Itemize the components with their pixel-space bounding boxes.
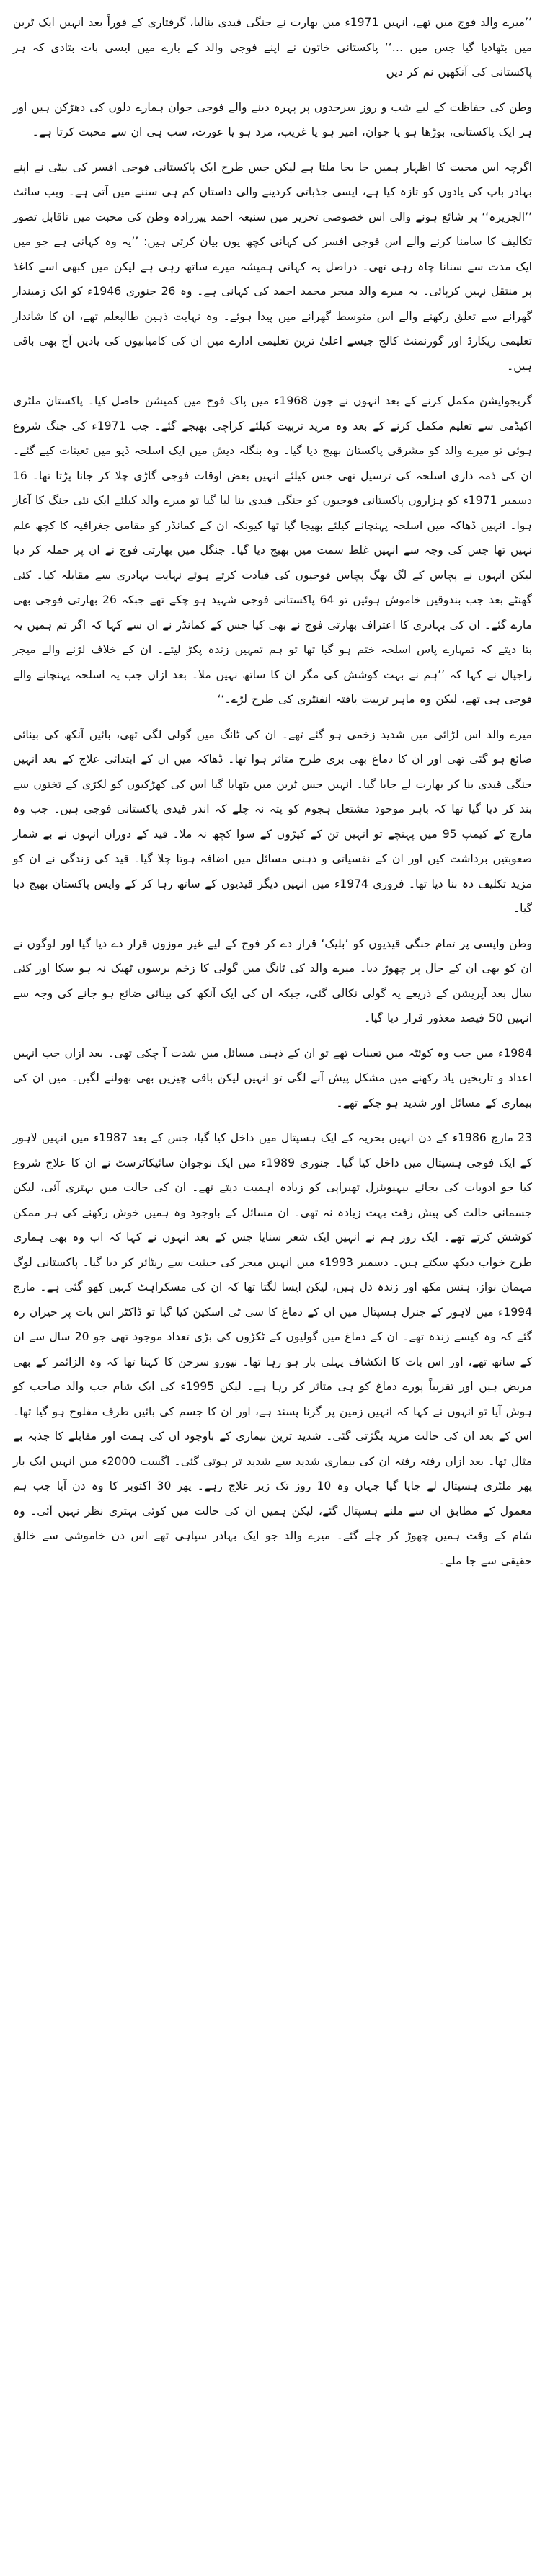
article-paragraph: وطن واپسی پر تمام جنگی قیدیوں کو ’بلیک‘ قرار دے کر فوج کے لیے غیر موزوں قرار دے دیا گیا اور لوگوں نے ان کو بھی ان کے حال پر چھوڑ دیا۔ میرے والد کی ٹانگ میں گولی کا زخم برسوں ٹھیک نہ ہو سکا اور کئی سال بعد آپریشن کے ذریعے یہ گولی نکالی گئی، جبکہ ان کی ایک آنکھ کی بینائی ضائع ہو جانے کی وجہ سے انہیں 50 فیصد معذور قرار دیا گیا۔ [13, 937, 532, 1024]
article-headline-paragraph: ’’میرے والد فوج میں تھے، انہیں 1971ء میں بھارت نے جنگی قیدی بنالیا، گرفتاری کے فوراً بعد انہیں ایک ٹرین میں بٹھادیا گیا جس میں …‘‘ پاکستانی خاتون نے اپنے فوجی والد کے بارے میں ایسی بات بتادی کہ ہر پاکستانی کی آنکھیں نم کر دیں [13, 16, 532, 79]
article-paragraph: اگرچہ اس محبت کا اظہار ہمیں جا بجا ملتا ہے لیکن جس طرح ایک پاکستانی فوجی افسر کی بیٹی نے اپنے بہادر باپ کی یادوں کو تازہ کیا ہے، ایسی جذباتی کردینے والی داستان کم ہی سننے میں آتی ہے۔ ویب سائٹ ’’الجزیرہ‘‘ پر شائع ہونے والی اس خصوصی تحریر میں سنیعہ احمد پیرزادہ وطن کی محبت میں ناقابل تصور تکالیف کا سامنا کرنے والے اس فوجی افسر کی کہانی کچھ یوں بیان کرتی ہیں: ’’یہ وہ کہانی ہے جو میں ایک مدت سے سنانا چاہ رہی تھی۔ دراصل یہ کہانی ہمیشہ میرے ساتھ رہی ہے لیکن میں کبھی اسے کاغذ پر منتقل نہیں کرپائی۔ یہ میرے والد میجر محمد احمد کی کہانی ہے۔ وہ 26 جنوری 1946ء کو ایک زمیندار گھرانے سے تعلق رکھنے والے اس متوسط گھرانے میں پیدا ہوئے۔ وہ نہایت ذہین طالبعلم تھے، ان کا شاندار تعلیمی ریکارڈ اور گورنمنٹ کالج جیسے اعلیٰ ترین تعلیمی ادارے میں ان کی کامیابیوں کی یادیں آج بھی باقی ہیں۔ [13, 160, 532, 373]
article-paragraph: گریجوایشن مکمل کرنے کے بعد انہوں نے جون 1968ء میں پاک فوج میں کمیشن حاصل کیا۔ پاکستان ملٹری اکیڈمی سے تعلیم مکمل کرنے کے بعد وہ مزید تربیت کیلئے کراچی بھیجے گئے۔ جب 1971ء کی جنگ شروع ہوئی تو میرے والد کو مشرقی پاکستان بھیج دیا گیا۔ وہ بنگلہ دیش میں ایک اسلحہ ڈپو میں تعینات کیے گئے۔ ان کی ذمہ داری اسلحہ کی ترسیل تھی جس کیلئے انہیں بعض اوقات فوجی گاڑی چلا کر جانا پڑتا تھا۔ 16 دسمبر 1971ء کو ہزاروں پاکستانی فوجیوں کو جنگی قیدی بنا لیا گیا تو میرے والد کیلئے ایک نئی جنگ کا آغاز ہوا۔ انہیں ڈھاکہ میں اسلحہ پہنچانے کیلئے بھیجا گیا تھا کیونکہ ان کے کمانڈر کو مقامی جغرافیہ کا کچھ علم نہیں تھا جس کی وجہ سے انہیں غلط سمت میں بھیج دیا گیا۔ جنگل میں بھارتی فوج نے ان پر حملہ کر دیا لیکن انہوں نے پچاس کے لگ بھگ پچاس فوجیوں کی قیادت کرتے ہوئے نہایت بہادری سے مقابلہ کیا۔ کئی گھنٹے بعد جب بندوقیں خاموش ہوئیں تو 64 پاکستانی فوجی شہید ہو چکے تھے جبکہ 26 بھارتی فوجی بھی مارے گئے۔ ان کی بہادری کا اعتراف بھارتی فوج نے بھی کیا جس کے کمانڈر نے ان سے کہا کہ اگر تم ہمیں یہ بتا دیتے کہ تمہارے پاس اسلحہ ختم ہو گیا تھا تو ہم تمہیں زندہ پکڑ لیتے۔ ان کے خلاف لڑنے والے میجر راجپال نے کہا کہ ’’ہم نے بہت کوشش کی مگر ان کا ساتھ نہیں ملا۔ بعد ازاں جب یہ اسلحہ پہنچانے والے فوجی ہی تھے، لیکن وہ ماہر تربیت یافتہ انفنٹری کی طرح لڑے۔‘‘ [13, 394, 533, 706]
article-paragraph: 1984ء میں جب وہ کوئٹہ میں تعینات تھے تو ان کے ذہنی مسائل میں شدت آ چکی تھی۔ بعد ازاں جب انہیں اعداد و تاریخیں یاد رکھنے میں مشکل پیش آنے لگی تو انہیں لیکن باقی چیزیں بھی بھولنے لگیں۔ میں ان کی بیماری کے مسائل اور شدید ہو چکے تھے۔ [13, 1046, 532, 1110]
article-paragraph: میرے والد اس لڑائی میں شدید زخمی ہو گئے تھے۔ ان کی ٹانگ میں گولی لگی تھی، بائیں آنکھ کی بینائی ضائع ہو گئی تھی اور ان کا دماغ بھی بری طرح متاثر ہوا تھا۔ ڈھاکہ میں ان کے ابتدائی علاج کے بعد انہیں جنگی قیدی بنا کر بھارت لے جایا گیا۔ انہیں جس ٹرین میں بٹھایا گیا اس کی کھڑکیوں کو لکڑی کے تختوں سے بند کر دیا گیا تھا کہ باہر موجود مشتعل ہجوم کو پتہ نہ چلے کہ اندر قیدی پاکستانی فوجی ہیں۔ جب وہ مارچ کے کیمپ 95 میں پہنچے تو انہیں تن کے کپڑوں کے سوا کچھ نہ ملا۔ قید کے دوران انہوں نے بے شمار صعوبتیں برداشت کیں اور ان کے نفسیاتی و ذہنی مسائل میں اضافہ ہوتا چلا گیا۔ قید کی زندگی نے ان کو مزید تکلیف دہ بنا دیا تھا۔ فروری 1974ء میں انہیں دیگر قیدیوں کے ساتھ رہا کر کے واپس پاکستان بھیج دیا گیا۔ [13, 727, 533, 915]
article-paragraph: 23 مارچ 1986ء کے دن انہیں بحریہ کے ایک ہسپتال میں داخل کیا گیا، جس کے بعد 1987ء میں انہیں لاہور کے ایک فوجی ہسپتال میں داخل کیا گیا۔ جنوری 1989ء میں ایک نوجوان سائیکاٹرسٹ نے ان کا علاج شروع کیا جو ادویات کی بجائے بیہیویئرل تھیراپی کو زیادہ اہمیت دیتے تھے۔ ان کی حالت میں بہتری آئی، لیکن جسمانی حالت کی پیش رفت بہت زیادہ نہ تھی۔ ان مسائل کے باوجود وہ ہمیں خوش رکھنے کی ہر ممکن کوشش کرتے تھے۔ ایک روز ہم نے انہیں ایک شعر سنایا جس کے بعد انہوں نے کہا کہ اب وہ بھی ہماری طرح خواب دیکھ سکتے ہیں۔ دسمبر 1993ء میں انہیں میجر کی حیثیت سے ریٹائر کر دیا گیا۔ پاکستانی لوگ مہمان نواز، ہنس مکھ اور زندہ دل ہیں، لیکن ایسا لگتا تھا کہ ان کی مسکراہٹ کہیں کھو گئی ہے۔ مارچ 1994ء میں لاہور کے جنرل ہسپتال میں ان کے دماغ کا سی ٹی اسکین کیا گیا تو ڈاکٹر اس بات پر حیران رہ گئے کہ وہ کیسے زندہ تھے۔ ان کے دماغ میں گولیوں کے ٹکڑوں کی بڑی تعداد موجود تھی جو 20 سال سے ان کے ساتھ تھے، اور اس بات کا انکشاف پہلی بار ہو رہا تھا۔ نیورو سرجن کا کہنا تھا کہ وہ الزائمر کے بھی مریض ہیں اور تقریباً پورے دماغ کو ہی متاثر کر رہا ہے۔ لیکن 1995ء کی ایک شام جب والد صاحب کو ہوش آیا تو انہوں نے کہا کہ انہیں زمین پر گرنا پسند ہے، اور ان کا جسم کی بائیں طرف مفلوج ہو گیا تھا۔ اس کے بعد ان کی حالت مزید بگڑتی گئی۔ شدید ترین بیماری کے باوجود ان کی ہمت اور مقابلے کا جذبہ بے مثال تھا۔ بعد ازاں رفتہ رفتہ ان کی بیماری شدید سے شدید تر ہوتی گئی۔ اگست 2000ء میں انہیں ایک بار پھر ملٹری ہسپتال لے جایا گیا جہاں وہ 10 روز تک زیر علاج رہے۔ پھر 30 اکتوبر کا وہ دن آیا جب ہم معمول کے مطابق ان سے ملنے ہسپتال گئے، لیکن ہمیں ان کی حالت میں کوئی بہتری نظر نہیں آئی۔ وہ شام کے وقت ہمیں چھوڑ کر چلے گئے۔ میرے والد جو ایک بہادر سپاہی تھے اس دن خاموشی سے خالق حقیقی سے جا ملے۔ [13, 1131, 533, 1567]
article-paragraph: وطن کی حفاظت کے لیے شب و روز سرحدوں پر پہرہ دینے والے فوجی جوان ہمارے دلوں کی دھڑکن ہیں اور ہر ایک پاکستانی، بوڑھا ہو یا جوان، امیر ہو یا غریب، مرد ہو یا عورت، سب ہی ان سے محبت کرتا ہے۔ [13, 100, 532, 138]
